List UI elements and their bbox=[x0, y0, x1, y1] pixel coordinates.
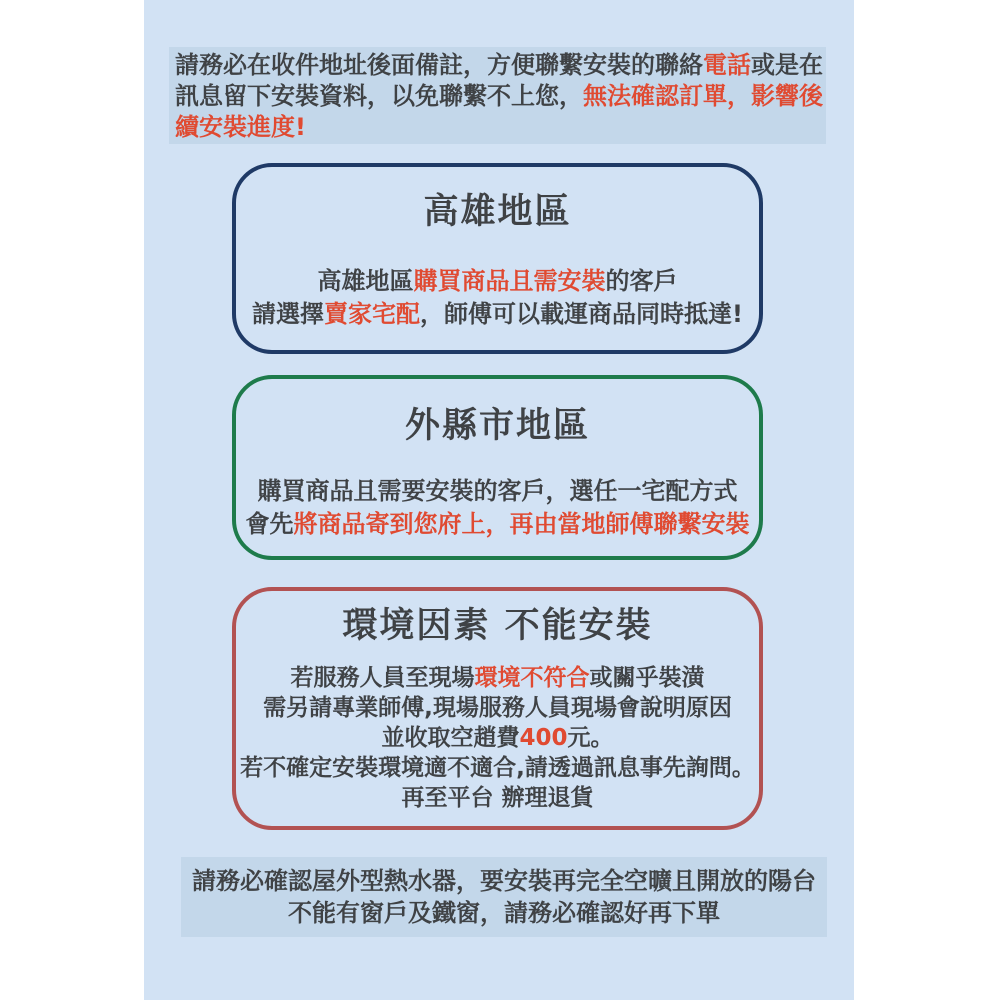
body-line bbox=[236, 475, 759, 508]
body-line bbox=[236, 298, 759, 331]
top-notice-line bbox=[175, 50, 823, 81]
box-body-environment bbox=[236, 663, 759, 813]
body-line bbox=[236, 508, 759, 541]
text-segment-highlight: 無法確認訂單，影響後 bbox=[583, 82, 823, 110]
infographic-canvas bbox=[144, 0, 854, 1000]
body-line bbox=[236, 723, 759, 753]
text-segment: 若不確定安裝環境適不適合,請透過訊息事先詢問。 bbox=[240, 755, 755, 781]
bottom-notice-panel bbox=[181, 857, 827, 937]
text-segment-highlight: 賣家宅配 bbox=[324, 300, 421, 328]
body-line bbox=[236, 783, 759, 813]
text-segment: 購買商品且需要安裝的客戶，選任一宅配方式 bbox=[257, 477, 738, 505]
text-segment: 不能有窗戶及鐵窗，請務必確認好再下單 bbox=[288, 899, 720, 927]
body-line bbox=[236, 663, 759, 693]
text-segment: 並收取空趙費 bbox=[381, 725, 520, 751]
box-body-kaohsiung bbox=[236, 265, 759, 331]
region-box-kaohsiung bbox=[232, 163, 763, 354]
box-title-environment: 環境因素 不能安裝 bbox=[342, 606, 653, 646]
text-segment: 元。 bbox=[567, 725, 614, 751]
top-notice-line bbox=[175, 81, 823, 112]
text-segment-highlight: 環境不符合 bbox=[474, 665, 590, 691]
text-segment: ，師傅可以載運商品同時抵達! bbox=[420, 300, 743, 328]
body-line bbox=[236, 265, 759, 298]
text-segment: 若服務人員至現場 bbox=[290, 665, 475, 691]
text-segment: 或關乎裝潢 bbox=[589, 665, 705, 691]
text-segment-highlight: 續安裝進度! bbox=[175, 113, 306, 141]
box-body-outer-county bbox=[236, 475, 759, 541]
body-line bbox=[236, 693, 759, 723]
region-box-outer-county bbox=[232, 375, 763, 560]
region-box-environment bbox=[232, 587, 763, 830]
top-notice-panel bbox=[169, 47, 826, 144]
body-line bbox=[236, 753, 759, 783]
text-segment: 請選擇 bbox=[252, 300, 325, 328]
box-title-outer-county: 外縣市地區 bbox=[404, 406, 590, 446]
bottom-notice-line bbox=[181, 897, 827, 929]
text-segment: 或是在 bbox=[751, 51, 823, 79]
box-title-kaohsiung: 高雄地區 bbox=[423, 192, 572, 232]
text-segment-highlight: 400 bbox=[519, 725, 568, 751]
text-segment: 需另請專業師傅,現場服務人員現場會說明原因 bbox=[263, 695, 732, 721]
text-segment-highlight: 電話 bbox=[703, 51, 751, 79]
text-segment: 會先 bbox=[245, 510, 294, 538]
text-segment: 高雄地區 bbox=[317, 267, 414, 295]
text-segment: 再至平台 辦理退貨 bbox=[401, 785, 594, 811]
bottom-notice-line bbox=[181, 865, 827, 897]
text-segment: 的客戶 bbox=[605, 267, 678, 295]
top-notice-line bbox=[175, 112, 820, 143]
text-segment-highlight: 將商品寄到您府上，再由當地師傅聯繫安裝 bbox=[293, 510, 750, 538]
text-segment-highlight: 購買商品且需安裝 bbox=[413, 267, 606, 295]
text-segment: 請務必確認屋外型熱水器，要安裝再完全空曠且開放的陽台 bbox=[192, 867, 816, 895]
text-segment: 請務必在收件地址後面備註，方便聯繫安裝的聯絡 bbox=[175, 51, 703, 79]
text-segment: 訊息留下安裝資料，以免聯繫不上您， bbox=[175, 82, 583, 110]
